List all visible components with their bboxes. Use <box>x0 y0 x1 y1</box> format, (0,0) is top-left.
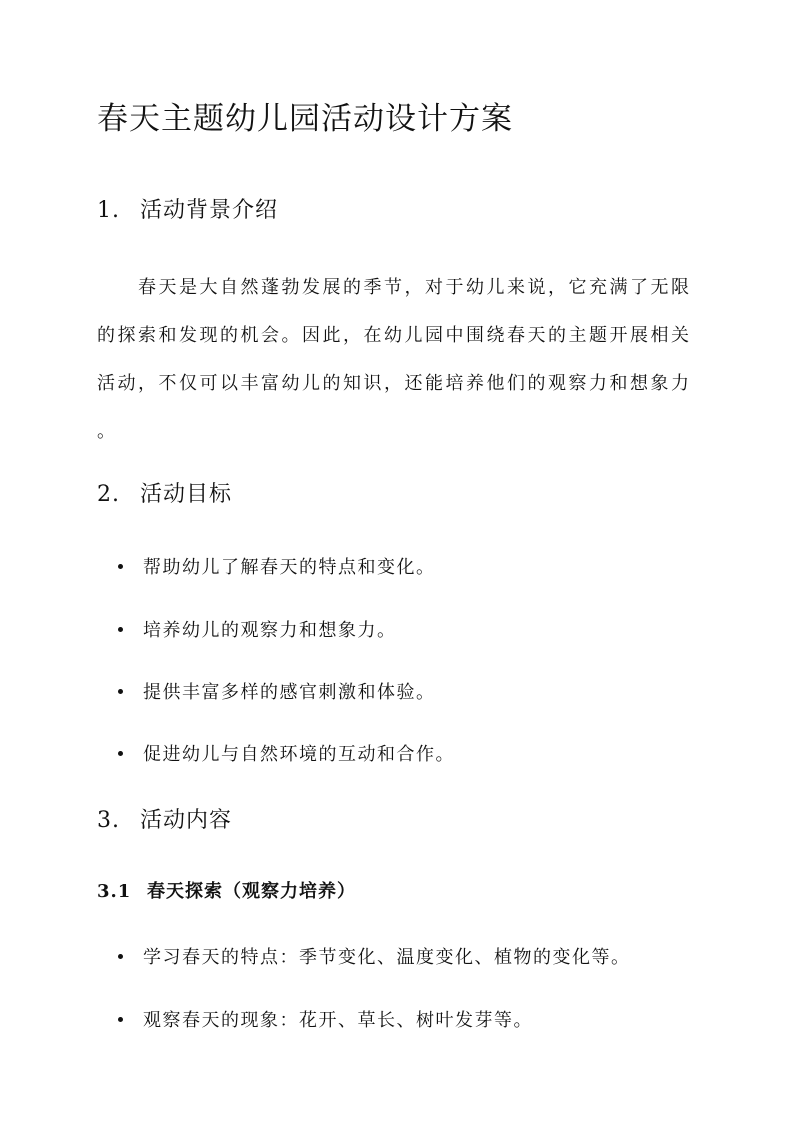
section-heading-text: 活动内容 <box>140 808 233 833</box>
section-heading-text: 活动背景介绍 <box>140 198 279 223</box>
list-item <box>118 945 631 971</box>
bullet-icon <box>118 1017 123 1022</box>
list-item-text: 学习春天的特点：季节变化、温度变化、植物的变化等。 <box>143 947 631 968</box>
list-item <box>118 742 455 768</box>
paragraph-line: 活动，不仅可以丰富幼儿的知识，还能培养他们的观察力和想象力 <box>97 373 692 394</box>
section-number: 2. <box>97 482 120 507</box>
section-heading-2 <box>97 480 232 510</box>
document-title: 春天主题幼儿园活动设计方案 <box>97 101 513 137</box>
list-item-text: 观察春天的现象：花开、草长、树叶发芽等。 <box>143 1010 533 1031</box>
bullet-icon <box>118 627 123 632</box>
section-heading-3 <box>97 806 232 836</box>
list-item <box>118 680 436 706</box>
paragraph-line: 春天是大自然蓬勃发展的季节，对于幼儿来说，它充满了无限 <box>97 277 692 298</box>
section-heading-1 <box>97 196 278 226</box>
paragraph-line: 的探索和发现的机会。因此，在幼儿园中围绕春天的主题开展相关 <box>97 325 692 346</box>
list-item <box>118 618 397 644</box>
section-number: 1. <box>97 198 120 223</box>
list-item <box>118 555 436 581</box>
paragraph-line: 。 <box>97 421 118 442</box>
list-item-text: 促进幼儿与自然环境的互动和合作。 <box>143 744 455 765</box>
bullet-icon <box>118 751 123 756</box>
background-paragraph <box>97 264 707 456</box>
list-item-text: 帮助幼儿了解春天的特点和变化。 <box>143 557 436 578</box>
subsection-heading-3-1 <box>97 879 356 905</box>
section-heading-text: 活动目标 <box>140 482 233 507</box>
list-item <box>118 1008 533 1034</box>
subsection-heading-text: 春天探索（观察力培养） <box>147 881 356 902</box>
bullet-icon <box>118 689 123 694</box>
bullet-icon <box>118 564 123 569</box>
list-item-text: 培养幼儿的观察力和想象力。 <box>143 620 397 641</box>
section-number: 3. <box>97 808 120 833</box>
subsection-number: 3.1 <box>97 881 132 902</box>
list-item-text: 提供丰富多样的感官刺激和体验。 <box>143 682 436 703</box>
bullet-icon <box>118 954 123 959</box>
